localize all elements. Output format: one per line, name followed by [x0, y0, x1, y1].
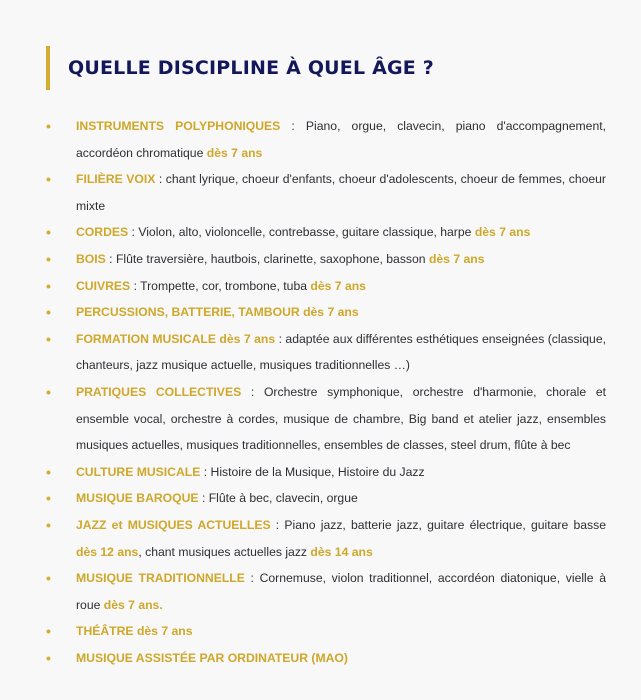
- bullet-icon: •: [46, 516, 51, 533]
- bullet-icon: •: [46, 250, 51, 267]
- discipline-list: [46, 113, 606, 671]
- age-label: dès 7 ans.: [103, 597, 163, 612]
- list-item: [46, 485, 606, 512]
- discipline-name: MUSIQUE ASSISTÉE PAR ORDINATEUR (MAO): [76, 650, 348, 665]
- age-label: dès 12 ans: [76, 544, 139, 559]
- discipline-name: PRATIQUES COLLECTIVES: [76, 384, 242, 399]
- discipline-name: FILIÈRE VOIX: [76, 172, 156, 187]
- discipline-description: : Piano jazz, batterie jazz, guitare électrique, guitare basse: [270, 517, 606, 532]
- age-label: dès 7 ans: [303, 305, 359, 320]
- discipline-description: : chant lyrique, choeur d'enfants, choeur d'adolescents, choeur de femmes, choeur mixte: [76, 172, 606, 213]
- list-item: [46, 326, 606, 379]
- bullet-icon: •: [46, 649, 51, 666]
- discipline-description: : Cornemuse, violon traditionnel, accordéon diatonique, vielle à roue: [76, 571, 607, 612]
- discipline-name: JAZZ et MUSIQUES ACTUELLES: [76, 517, 271, 532]
- discipline-description: : Trompette, cor, trombone, tuba: [130, 278, 311, 293]
- discipline-name: BOIS: [76, 251, 106, 266]
- discipline-name: FORMATION MUSICALE: [76, 331, 216, 346]
- bullet-icon: •: [46, 304, 51, 321]
- discipline-description: : Piano, orgue, clavecin, piano d'accompagnement, accordéon chromatique: [76, 119, 606, 160]
- discipline-description: : Flûte traversière, hautbois, clarinette, saxophone, basson: [105, 251, 429, 266]
- bullet-icon: •: [46, 277, 51, 294]
- discipline-description: : adaptée aux différentes esthétiques enseignées (classique, chanteurs, jazz musique actuelle, musiques traditionnelles …): [76, 331, 606, 373]
- list-item: [46, 645, 606, 672]
- bullet-icon: •: [46, 171, 51, 188]
- age-label: dès 7 ans: [428, 251, 485, 266]
- age-label: dès 7 ans: [310, 278, 366, 293]
- bullet-icon: •: [46, 330, 51, 347]
- bullet-icon: •: [46, 224, 51, 241]
- discipline-name: PERCUSSIONS, BATTERIE, TAMBOUR: [76, 305, 300, 320]
- age-label: dès 7 ans: [215, 331, 276, 346]
- heading-accent-bar: [46, 46, 50, 90]
- age-label: dès 7 ans: [474, 225, 531, 240]
- list-item: [46, 618, 606, 645]
- discipline-name: CUIVRES: [76, 278, 131, 293]
- age-label: dès 7 ans: [206, 145, 263, 160]
- discipline-name: CORDES: [76, 225, 129, 240]
- list-item: [46, 299, 606, 326]
- list-item: [46, 379, 606, 459]
- discipline-name: THÉÂTRE: [76, 624, 134, 639]
- bullet-icon: •: [46, 623, 51, 640]
- discipline-name: INSTRUMENTS POLYPHONIQUES: [76, 119, 281, 133]
- age-label-2: dès 14 ans: [310, 544, 373, 559]
- list-item: [46, 113, 606, 166]
- list-item: [46, 512, 606, 565]
- bullet-icon: •: [46, 383, 51, 400]
- discipline-description: : Flûte à bec, clavecin, orgue: [198, 491, 358, 506]
- discipline-description-continued: , chant musiques actuelles jazz: [138, 544, 311, 559]
- discipline-name: MUSIQUE TRADITIONNELLE: [76, 571, 245, 586]
- bullet-icon: •: [46, 490, 51, 507]
- list-item: [46, 246, 606, 273]
- discipline-name: CULTURE MUSICALE: [76, 464, 201, 479]
- list-item: [46, 166, 606, 219]
- discipline-description: : Violon, alto, violoncelle, contrebasse, guitare classique, harpe: [128, 225, 475, 240]
- bullet-icon: •: [46, 570, 51, 587]
- heading-block: [46, 46, 434, 90]
- discipline-description: : Histoire de la Musique, Histoire du Jazz: [200, 464, 425, 479]
- list-item: [46, 219, 606, 246]
- discipline-name: MUSIQUE BAROQUE: [76, 491, 199, 506]
- page-title: QUELLE DISCIPLINE À QUEL ÂGE ?: [68, 57, 435, 79]
- bullet-icon: •: [46, 463, 51, 480]
- list-item: [46, 565, 606, 618]
- list-item: [46, 273, 606, 300]
- list-item: [46, 459, 606, 486]
- discipline-description: : Orchestre symphonique, orchestre d'harmonie, chorale et ensemble vocal, orchestre à cordes, musique de chambre, Big band et atelier jazz, ensembles musiques actuelles, musiques traditionnelles, ensembles de classes, steel drum, flûte à bec: [76, 384, 606, 453]
- bullet-icon: •: [46, 118, 51, 134]
- age-label: dès 7 ans: [136, 624, 193, 639]
